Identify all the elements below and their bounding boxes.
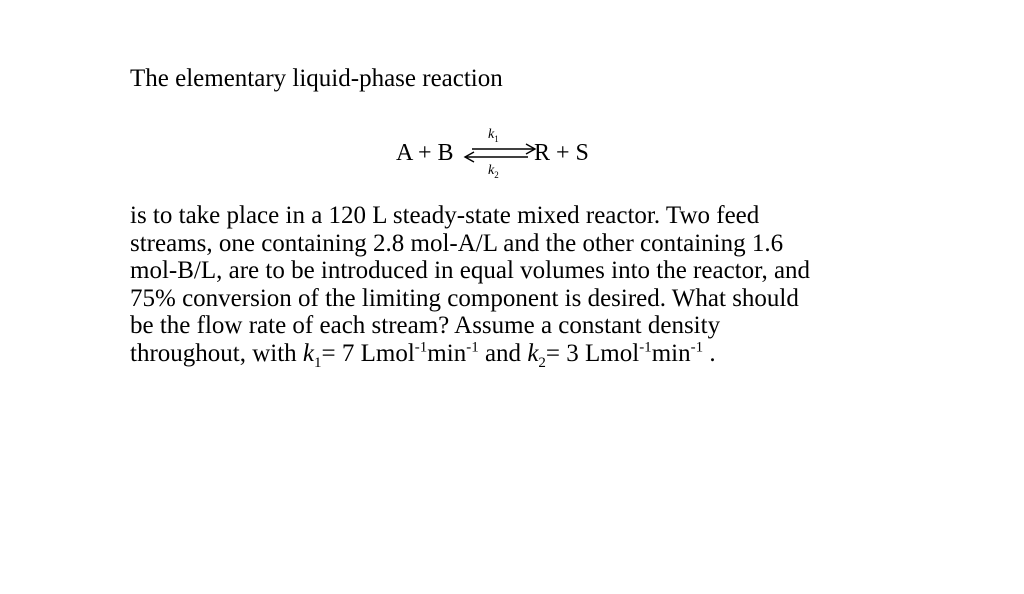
end-period: . bbox=[703, 339, 716, 367]
reverse-rate-constant bbox=[488, 164, 499, 182]
problem-line-5: be the flow rate of each stream? Assume a constant density bbox=[130, 312, 721, 339]
k2-unit-min: min bbox=[651, 339, 691, 367]
reaction-equation bbox=[396, 128, 636, 188]
products: R + S bbox=[534, 140, 589, 166]
k1-exp-1: -1 bbox=[414, 339, 428, 356]
line6-start: throughout, with bbox=[130, 339, 303, 367]
and-text: and bbox=[478, 339, 528, 367]
k1-unit-min: min bbox=[427, 339, 467, 367]
intro-text: The elementary liquid-phase reaction bbox=[130, 65, 503, 92]
k1-exp-2: -1 bbox=[466, 339, 479, 356]
problem-line-1: is to take place in a 120 L steady-state mixed reactor. Two feed bbox=[130, 202, 760, 229]
problem-line-6 bbox=[130, 339, 990, 371]
reactants: A + B bbox=[396, 140, 454, 166]
equilibrium-arrows-icon bbox=[460, 128, 540, 188]
forward-rate-subscript: 1 bbox=[494, 133, 499, 144]
k2-value: = 3 Lmol bbox=[545, 339, 640, 367]
problem-statement bbox=[130, 202, 990, 371]
problem-line-3: mol-B/L, are to be introduced in equal volumes into the reactor, and bbox=[130, 257, 811, 284]
k2-symbol: k bbox=[527, 339, 539, 367]
problem-line-4: 75% conversion of the limiting component is desired. What should bbox=[130, 284, 799, 312]
problem-line-2: streams, one containing 2.8 mol-A/L and the other containing 1.6 bbox=[130, 229, 784, 257]
k1-subscript: 1 bbox=[314, 354, 322, 371]
k1-symbol: k bbox=[302, 339, 315, 367]
reverse-rate-subscript: 2 bbox=[494, 169, 499, 180]
k2-subscript: 2 bbox=[538, 354, 546, 371]
k1-value: = 7 Lmol bbox=[321, 339, 415, 367]
k2-exp-2: -1 bbox=[690, 339, 704, 356]
k2-exp-1: -1 bbox=[639, 339, 652, 356]
forward-rate-symbol: k bbox=[488, 127, 495, 142]
reverse-rate-symbol: k bbox=[488, 163, 495, 178]
